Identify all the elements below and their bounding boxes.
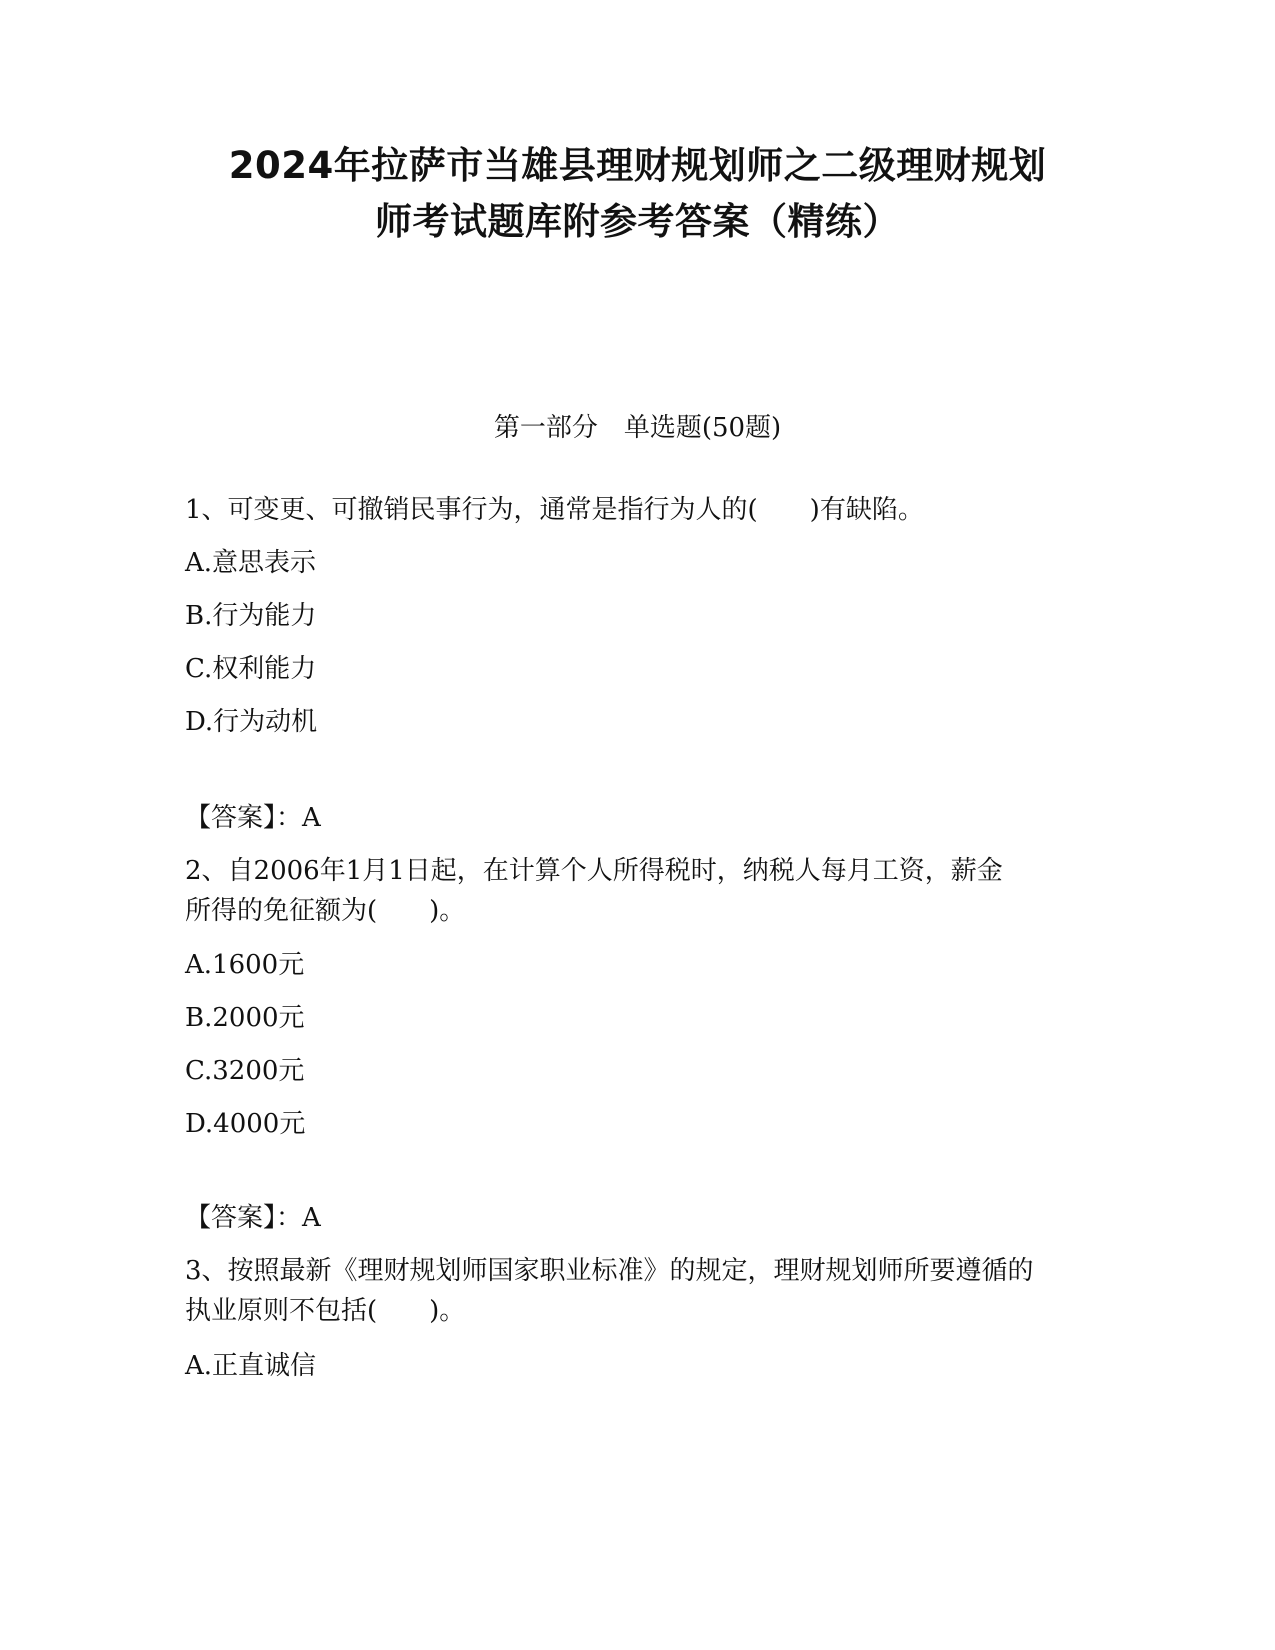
- question-1-stem: 1、可变更、可撤销民事行为，通常是指行为人的( )有缺陷。: [185, 495, 924, 525]
- question-1-option-c: C.权利能力: [185, 654, 317, 684]
- question-2-stem: 2、自2006年1月1日起，在计算个人所得税时，纳税人每月工资，薪金所得的免征额为( )。: [185, 856, 1003, 926]
- question-3-option-a: A.正直诚信: [185, 1351, 317, 1381]
- document-title: [120, 138, 1155, 250]
- question-2-option-a: A.1600元: [185, 950, 305, 980]
- title-line-1: 2024年拉萨市当雄县理财规划师之二级理财规划: [228, 144, 1047, 187]
- title-line-2: 师考试题库附参考答案（精练）: [375, 200, 900, 243]
- section-heading: 第一部分 单选题(50题): [493, 413, 782, 443]
- question-1-option-b: B.行为能力: [185, 601, 317, 631]
- question-3-stem: 3、按照最新《理财规划师国家职业标准》的规定，理财规划师所要遵循的执业原则不包括( )。: [185, 1256, 1034, 1326]
- question-2-option-d: D.4000元: [185, 1109, 306, 1139]
- question-2-option-b: B.2000元: [185, 1003, 305, 1033]
- question-1-answer: 【答案】：A: [185, 803, 321, 833]
- question-1-option-d: D.行为动机: [185, 707, 318, 737]
- question-1-option-a: A.意思表示: [185, 548, 317, 578]
- question-2-answer: 【答案】：A: [185, 1203, 321, 1233]
- question-2-option-c: C.3200元: [185, 1056, 305, 1086]
